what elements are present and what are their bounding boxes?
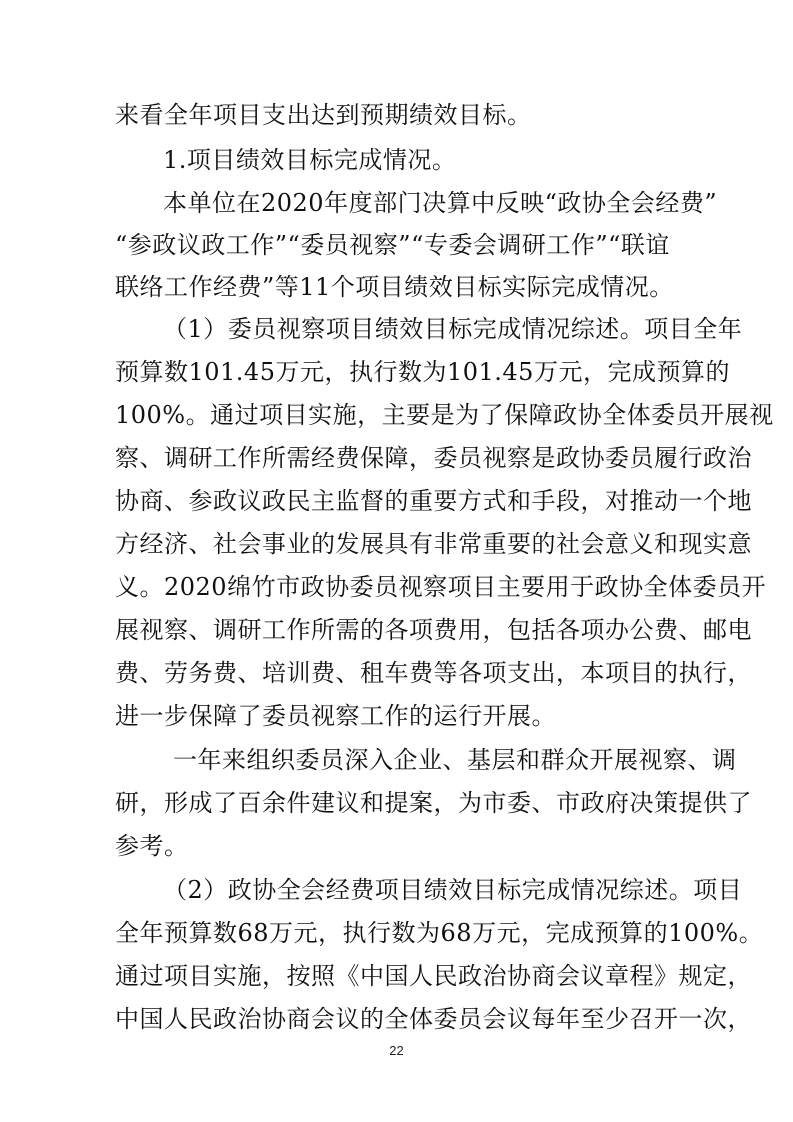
paragraph-line: （1）委员视察项目绩效目标完成情况综述。项目全年 <box>163 315 743 343</box>
paragraph-line: 通过项目实施，按照《中国人民政治协商会议章程》规定， <box>115 962 752 990</box>
paragraph-line: 研，形成了百余件建议和提案，为市委、市政府决策提供了 <box>115 789 752 817</box>
section-heading: 1.项目绩效目标完成情况。 <box>163 146 457 174</box>
paragraph-line: 参考。 <box>115 832 189 860</box>
paragraph-line: 中国人民政治协商会议的全体委员会议每年至少召开一次， <box>115 1005 752 1033</box>
paragraph-line: 联络工作经费”等11个项目绩效目标实际完成情况。 <box>115 273 674 301</box>
paragraph-line: 进一步保障了委员视察工作的运行开展。 <box>115 702 556 730</box>
paragraph-line: 展视察、调研工作所需的各项费用，包括各项办公费、邮电 <box>115 616 752 644</box>
paragraph-line: “参政议政工作”“委员视察”“专委会调研工作”“联谊 <box>115 231 670 259</box>
paragraph-line: 一年来组织委员深入企业、基层和群众开展视察、调 <box>173 746 737 774</box>
paragraph-line: 100%。通过项目实施，主要是为了保障政协全体委员开展视 <box>115 401 774 429</box>
paragraph-line: 察、调研工作所需经费保障，委员视察是政协委员履行政治 <box>115 444 752 472</box>
paragraph-line: 全年预算数68万元，执行数为68万元，完成预算的100%。 <box>115 919 764 947</box>
page-number: 22 <box>389 1043 404 1058</box>
paragraph-line: 预算数101.45万元，执行数为101.45万元，完成预算的 <box>115 358 730 386</box>
paragraph-line: 本单位在2020年度部门决算中反映“政协全会经费” <box>163 189 718 217</box>
paragraph-line: 方经济、社会事业的发展具有非常重要的社会意义和现实意 <box>115 530 752 558</box>
paragraph-line: （2）政协全会经费项目绩效目标完成情况综述。项目 <box>163 876 743 904</box>
paragraph-line: 来看全年项目支出达到预期绩效目标。 <box>115 101 532 129</box>
paragraph-line: 费、劳务费、培训费、租车费等各项支出，本项目的执行， <box>115 659 752 687</box>
paragraph-line: 协商、参政议政民主监督的重要方式和手段，对推动一个地 <box>115 487 752 515</box>
paragraph-line: 义。2020绵竹市政协委员视察项目主要用于政协全体委员开 <box>115 573 767 601</box>
